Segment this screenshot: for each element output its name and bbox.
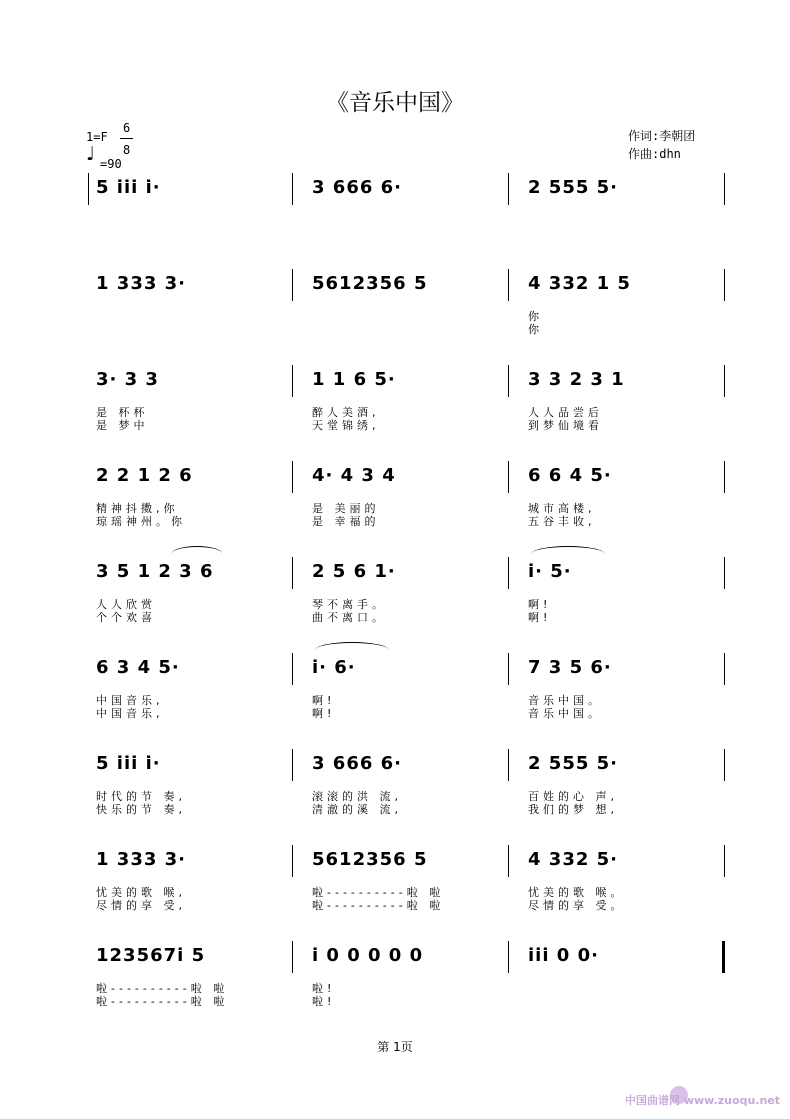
slur-arc [172, 546, 222, 561]
measure-notes: 5 i̇i̇i̇ i̇· [96, 177, 161, 198]
measure-notes: 3 666 6· [312, 753, 402, 774]
measure-notes: 3 3 2 3 1 [528, 369, 625, 390]
lyric-line-1: 啊! [528, 598, 552, 611]
bar-line [724, 365, 725, 397]
measure-notes: 5612356 5 [312, 273, 428, 294]
bar-line [724, 461, 725, 493]
meter-top: 6 [123, 121, 131, 135]
meter-bottom: 8 [123, 143, 131, 157]
bar-line [292, 461, 293, 493]
measure-notes: i̇· 5· [528, 561, 572, 582]
lyric-line-2: 啦----------啦 啦 [96, 995, 229, 1008]
measure-notes: 4· 4 3 4 [312, 465, 396, 486]
measure-notes: 3 666 6· [312, 177, 402, 198]
lyric-line-1: 是 杯杯 [96, 406, 149, 419]
bar-line [508, 269, 509, 301]
measure-notes: 2 555 5· [528, 177, 618, 198]
bar-line [508, 941, 509, 973]
lyric-line-2: 天堂锦绣, [312, 419, 380, 432]
slur-arc [532, 546, 604, 561]
lyric-line-1: 你 [528, 310, 543, 323]
bar-line [724, 173, 725, 205]
lyric-line-2: 五谷丰收, [528, 515, 596, 528]
lyric-line-2: 是 幸福的 [312, 515, 380, 528]
quarter-note-icon: ♩ [86, 143, 95, 165]
lyric-line-1: 啦----------啦 啦 [312, 886, 445, 899]
lyric-line-2: 啊! [528, 611, 552, 624]
lyric-line-1: 音乐中国。 [528, 694, 603, 707]
tempo-marking: =90 [100, 157, 122, 171]
bar-line [508, 653, 509, 685]
measure-notes: 4 332 1 5 [528, 273, 631, 294]
bar-line [292, 941, 293, 973]
measure-notes: 7 3 5 6· [528, 657, 612, 678]
measure-notes: 123567i̇ 5 [96, 945, 206, 966]
lyricist-credit: 作词:李朝团 [628, 129, 696, 143]
lyric-line-1: 精神抖擞,你 [96, 502, 179, 515]
measure-notes: 6 3 4 5· [96, 657, 180, 678]
lyric-line-1: 中国音乐, [96, 694, 164, 707]
lyric-line-2: 个个欢喜 [96, 611, 156, 624]
lyric-line-2: 曲不离口。 [312, 611, 387, 624]
lyric-line-2: 尽情的享 受, [96, 899, 186, 912]
bar-line [292, 749, 293, 781]
lyric-line-1: 琴不离手。 [312, 598, 387, 611]
measure-notes: 5 i̇i̇i̇ i̇· [96, 753, 161, 774]
key-signature: 1=F [86, 130, 108, 144]
bar-line [508, 173, 509, 205]
lyric-line-2: 琼瑶神州。你 [96, 515, 186, 528]
measure-notes: 2 555 5· [528, 753, 618, 774]
watermark: 中国曲谱网 www.zuoqu.net [624, 1094, 780, 1107]
bar-line [508, 749, 509, 781]
bar-line [508, 557, 509, 589]
measure-notes: i̇· 6· [312, 657, 356, 678]
lyric-line-1: 醉人美酒, [312, 406, 380, 419]
composer-credit: 作曲:dhn [628, 147, 681, 161]
measure-notes: 2 2 1 2 6 [96, 465, 193, 486]
lyric-line-2: 我们的梦 想, [528, 803, 618, 816]
lyric-line-1: 是 美丽的 [312, 502, 380, 515]
measure-notes: 1 333 3· [96, 273, 186, 294]
lyric-line-1: 城市高楼, [528, 502, 596, 515]
lyric-line-1: 人人欣赏 [96, 598, 156, 611]
lyric-line-1: 忧美的歌 喉。 [528, 886, 626, 899]
bar-line [508, 461, 509, 493]
lyric-line-1: 滚滚的洪 流, [312, 790, 402, 803]
bar-line [724, 845, 725, 877]
page-title: 《音乐中国》 [326, 90, 464, 116]
lyric-line-2: 啦----------啦 啦 [312, 899, 445, 912]
measure-notes: 2 5 6 1· [312, 561, 396, 582]
bar-line [724, 653, 725, 685]
lyric-line-1: 人人品尝后 [528, 406, 603, 419]
bar-line [724, 269, 725, 301]
bar-line [724, 557, 725, 589]
lyric-line-2: 啊! [312, 707, 336, 720]
final-bar [722, 941, 725, 973]
lyric-line-2: 快乐的节 奏, [96, 803, 186, 816]
bar-line [724, 749, 725, 781]
lyric-line-2: 是 梦中 [96, 419, 149, 432]
measure-notes: 6 6 4 5· [528, 465, 612, 486]
system-start-bar [88, 173, 89, 205]
lyric-line-2: 你 [528, 323, 543, 336]
bar-line [508, 365, 509, 397]
bar-line [292, 557, 293, 589]
page-number: 第 1页 [377, 1040, 413, 1054]
lyric-line-2: 音乐中国。 [528, 707, 603, 720]
lyric-line-2: 啦! [312, 995, 336, 1008]
lyric-line-1: 啊! [312, 694, 336, 707]
bar-line [508, 845, 509, 877]
measure-notes: i̇i̇i̇ 0 0· [528, 945, 599, 966]
measure-notes: i̇ 0 0 0 0 0 [312, 945, 424, 966]
lyric-line-1: 啦----------啦 啦 [96, 982, 229, 995]
lyric-line-1: 啦! [312, 982, 336, 995]
meter-line [120, 138, 133, 139]
lyric-line-2: 清澈的溪 流, [312, 803, 402, 816]
lyric-line-2: 到梦仙境看 [528, 419, 603, 432]
measure-notes: 4 332 5· [528, 849, 618, 870]
lyric-line-1: 忧美的歌 喉, [96, 886, 186, 899]
lyric-line-1: 百姓的心 声, [528, 790, 618, 803]
bar-line [292, 269, 293, 301]
lyric-line-1: 时代的节 奏, [96, 790, 186, 803]
measure-notes: 5612356 5 [312, 849, 428, 870]
bar-line [292, 845, 293, 877]
lyric-line-2: 尽情的享 受。 [528, 899, 626, 912]
bar-line [292, 365, 293, 397]
bar-line [292, 653, 293, 685]
measure-notes: 1 1 6 5· [312, 369, 396, 390]
slur-arc [316, 642, 388, 657]
measure-notes: 3 5 1 2 3 6 [96, 561, 214, 582]
measure-notes: 3· 3 3 [96, 369, 159, 390]
lyric-line-2: 中国音乐, [96, 707, 164, 720]
bar-line [292, 173, 293, 205]
measure-notes: 1 333 3· [96, 849, 186, 870]
